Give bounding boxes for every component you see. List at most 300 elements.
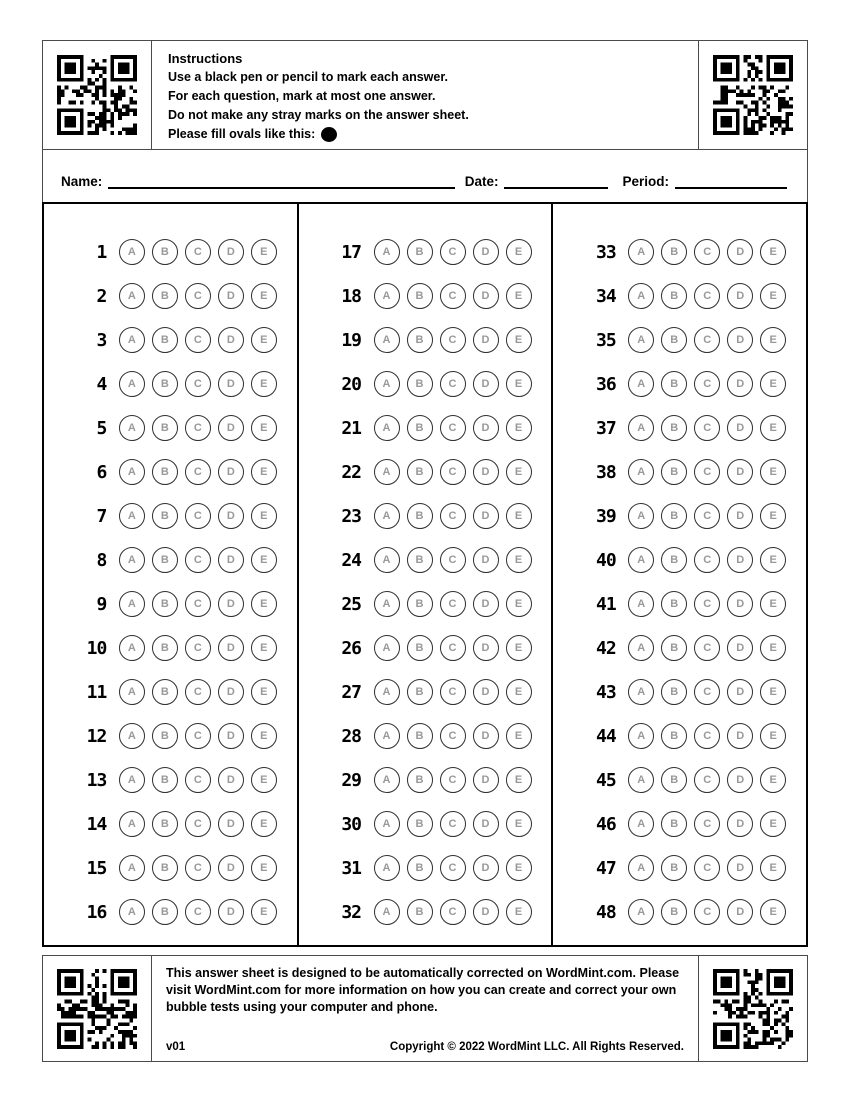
question-row xyxy=(553,758,806,802)
bubble-q23-a[interactable] xyxy=(374,503,400,529)
bubble-q47-c[interactable] xyxy=(694,855,720,881)
bubble-letter: C xyxy=(703,641,712,654)
bubble-q34-b[interactable] xyxy=(661,283,687,309)
bubble-q47-d[interactable] xyxy=(727,855,753,881)
bubble-q2-d[interactable] xyxy=(218,283,244,309)
bubble-q15-b[interactable] xyxy=(152,855,178,881)
bubble-q15-c[interactable] xyxy=(185,855,211,881)
bubble-q18-d[interactable] xyxy=(473,283,499,309)
bubble-q38-e[interactable] xyxy=(760,459,786,485)
bubble-q1-e[interactable] xyxy=(251,239,277,265)
bubble-q34-a[interactable] xyxy=(628,283,654,309)
bubble-q35-b[interactable] xyxy=(661,327,687,353)
version-label: v01 xyxy=(166,1041,186,1053)
bubble-q38-c[interactable] xyxy=(694,459,720,485)
bubble-q26-c[interactable] xyxy=(440,635,466,661)
bubble-q35-c[interactable] xyxy=(694,327,720,353)
bubble-q26-a[interactable] xyxy=(374,635,400,661)
bubble-q34-e[interactable] xyxy=(760,283,786,309)
bubble-q48-b[interactable] xyxy=(661,899,687,925)
bubble-q4-d[interactable] xyxy=(218,371,244,397)
bubble-q36-e[interactable] xyxy=(760,371,786,397)
bubble-q20-c[interactable] xyxy=(440,371,466,397)
bubble-q38-a[interactable] xyxy=(628,459,654,485)
bubble-letter: E xyxy=(514,245,523,258)
bubble-q26-e[interactable] xyxy=(506,635,532,661)
bubble-letter: E xyxy=(260,729,268,742)
bubble-q33-c[interactable] xyxy=(694,239,720,265)
bubble-q28-d[interactable] xyxy=(473,723,499,749)
bubble-q17-b[interactable] xyxy=(407,239,433,265)
bubble-q20-b[interactable] xyxy=(407,371,433,397)
bubble-q13-a[interactable] xyxy=(119,767,145,793)
bubble-q45-b[interactable] xyxy=(661,767,687,793)
bubble-q3-e[interactable] xyxy=(251,327,277,353)
bubble-q29-b[interactable] xyxy=(407,767,433,793)
bubble-letter: E xyxy=(769,245,777,258)
bubble-q45-e[interactable] xyxy=(760,767,786,793)
question-number: 6 xyxy=(96,461,107,483)
bubble-q17-c[interactable] xyxy=(440,239,466,265)
bubble-q27-c[interactable] xyxy=(440,679,466,705)
question-row xyxy=(299,406,552,450)
bubble-q36-b[interactable] xyxy=(661,371,687,397)
bubble-q16-c[interactable] xyxy=(185,899,211,925)
bubble-letter: D xyxy=(481,289,490,302)
bubble-q46-d[interactable] xyxy=(727,811,753,837)
bubble-q23-d[interactable] xyxy=(473,503,499,529)
bubble-q35-e[interactable] xyxy=(760,327,786,353)
bubble-q41-e[interactable] xyxy=(760,591,786,617)
bubble-q12-b[interactable] xyxy=(152,723,178,749)
question-row xyxy=(44,230,297,274)
bubble-q2-a[interactable] xyxy=(119,283,145,309)
bubble-q6-a[interactable] xyxy=(119,459,145,485)
bubble-q18-c[interactable] xyxy=(440,283,466,309)
bubble-q42-e[interactable] xyxy=(760,635,786,661)
bubble-q31-c[interactable] xyxy=(440,855,466,881)
bubble-letter: E xyxy=(514,641,523,654)
bubble-letter: B xyxy=(415,465,424,478)
bubble-letter: C xyxy=(703,289,712,302)
bubble-letter: C xyxy=(703,553,712,566)
bubble-q30-a[interactable] xyxy=(374,811,400,837)
bubble-letter: C xyxy=(448,817,457,830)
bubble-q30-d[interactable] xyxy=(473,811,499,837)
bubble-q10-c[interactable] xyxy=(185,635,211,661)
bubble-q8-d[interactable] xyxy=(218,547,244,573)
bubble-q13-c[interactable] xyxy=(185,767,211,793)
bubble-q34-d[interactable] xyxy=(727,283,753,309)
bubble-q3-b[interactable] xyxy=(152,327,178,353)
bubble-q12-e[interactable] xyxy=(251,723,277,749)
bubble-q19-d[interactable] xyxy=(473,327,499,353)
bubble-q12-a[interactable] xyxy=(119,723,145,749)
bubble-q24-c[interactable] xyxy=(440,547,466,573)
bubble-q14-b[interactable] xyxy=(152,811,178,837)
bubble-q39-e[interactable] xyxy=(760,503,786,529)
bubble-q35-a[interactable] xyxy=(628,327,654,353)
name-input-line[interactable] xyxy=(108,184,454,189)
bubble-q27-e[interactable] xyxy=(506,679,532,705)
bubble-letter: A xyxy=(382,597,391,610)
bubble-q37-a[interactable] xyxy=(628,415,654,441)
bubble-q7-c[interactable] xyxy=(185,503,211,529)
bubble-letter: B xyxy=(670,421,679,434)
bubble-q12-d[interactable] xyxy=(218,723,244,749)
bubble-q2-e[interactable] xyxy=(251,283,277,309)
footer-bottom-row xyxy=(166,1041,684,1053)
bubble-q10-a[interactable] xyxy=(119,635,145,661)
bubble-q36-d[interactable] xyxy=(727,371,753,397)
bubble-q24-a[interactable] xyxy=(374,547,400,573)
bubble-q25-e[interactable] xyxy=(506,591,532,617)
bubble-q17-e[interactable] xyxy=(506,239,532,265)
bubble-q44-e[interactable] xyxy=(760,723,786,749)
bubble-q6-c[interactable] xyxy=(185,459,211,485)
bubble-q42-b[interactable] xyxy=(661,635,687,661)
bubble-q22-d[interactable] xyxy=(473,459,499,485)
bubble-q29-a[interactable] xyxy=(374,767,400,793)
bubble-letter: E xyxy=(769,597,777,610)
bubble-q25-c[interactable] xyxy=(440,591,466,617)
bubble-q28-a[interactable] xyxy=(374,723,400,749)
bubble-q19-a[interactable] xyxy=(374,327,400,353)
bubble-q28-c[interactable] xyxy=(440,723,466,749)
bubble-q32-b[interactable] xyxy=(407,899,433,925)
bubble-q38-b[interactable] xyxy=(661,459,687,485)
bubble-letter: A xyxy=(382,773,391,786)
bubble-q24-e[interactable] xyxy=(506,547,532,573)
bubble-q37-d[interactable] xyxy=(727,415,753,441)
bubble-q41-c[interactable] xyxy=(694,591,720,617)
bubble-q14-d[interactable] xyxy=(218,811,244,837)
bubble-q25-a[interactable] xyxy=(374,591,400,617)
bubble-q33-e[interactable] xyxy=(760,239,786,265)
bubble-q48-e[interactable] xyxy=(760,899,786,925)
bubble-q24-b[interactable] xyxy=(407,547,433,573)
bubble-letter: C xyxy=(193,685,202,698)
bubble-q18-e[interactable] xyxy=(506,283,532,309)
bubble-q4-b[interactable] xyxy=(152,371,178,397)
question-row xyxy=(299,802,552,846)
bubble-q15-e[interactable] xyxy=(251,855,277,881)
bubble-letter: E xyxy=(260,641,268,654)
bubble-letter: B xyxy=(160,641,169,654)
bubble-q40-e[interactable] xyxy=(760,547,786,573)
bubble-letter: D xyxy=(736,289,745,302)
question-row xyxy=(44,890,297,934)
bubble-q37-c[interactable] xyxy=(694,415,720,441)
bubble-q30-b[interactable] xyxy=(407,811,433,837)
bubble-q5-e[interactable] xyxy=(251,415,277,441)
bubble-q9-d[interactable] xyxy=(218,591,244,617)
bubble-q13-e[interactable] xyxy=(251,767,277,793)
bubble-q42-c[interactable] xyxy=(694,635,720,661)
bubble-q33-b[interactable] xyxy=(661,239,687,265)
bubble-q6-e[interactable] xyxy=(251,459,277,485)
bubble-q3-a[interactable] xyxy=(119,327,145,353)
bubble-q21-d[interactable] xyxy=(473,415,499,441)
bubble-q35-d[interactable] xyxy=(727,327,753,353)
instructions xyxy=(152,41,698,149)
bubble-q41-b[interactable] xyxy=(661,591,687,617)
bubble-q19-c[interactable] xyxy=(440,327,466,353)
bubble-q13-d[interactable] xyxy=(218,767,244,793)
question-number: 4 xyxy=(96,373,107,395)
bubble-q37-e[interactable] xyxy=(760,415,786,441)
footer-box xyxy=(42,955,808,1062)
footer-content xyxy=(152,956,698,1061)
bubble-q30-c[interactable] xyxy=(440,811,466,837)
bubble-q3-c[interactable] xyxy=(185,327,211,353)
bubble-q40-b[interactable] xyxy=(661,547,687,573)
bubble-letter: C xyxy=(703,817,712,830)
bubble-q19-b[interactable] xyxy=(407,327,433,353)
bubble-q31-d[interactable] xyxy=(473,855,499,881)
bubble-letter: A xyxy=(637,641,646,654)
bubble-q15-d[interactable] xyxy=(218,855,244,881)
question-number: 20 xyxy=(341,373,361,395)
bubble-q11-e[interactable] xyxy=(251,679,277,705)
bubble-q45-d[interactable] xyxy=(727,767,753,793)
bubble-q39-a[interactable] xyxy=(628,503,654,529)
bubble-q32-c[interactable] xyxy=(440,899,466,925)
bubble-q47-a[interactable] xyxy=(628,855,654,881)
question-number: 32 xyxy=(341,901,361,923)
bubble-q10-e[interactable] xyxy=(251,635,277,661)
bubble-q37-b[interactable] xyxy=(661,415,687,441)
bubble-q44-d[interactable] xyxy=(727,723,753,749)
bubble-q21-e[interactable] xyxy=(506,415,532,441)
bubble-q28-b[interactable] xyxy=(407,723,433,749)
bubble-q36-a[interactable] xyxy=(628,371,654,397)
bubble-q43-a[interactable] xyxy=(628,679,654,705)
bubble-q43-d[interactable] xyxy=(727,679,753,705)
bubble-q42-d[interactable] xyxy=(727,635,753,661)
bubble-q48-c[interactable] xyxy=(694,899,720,925)
bubble-q14-a[interactable] xyxy=(119,811,145,837)
question-row xyxy=(299,846,552,890)
bubble-q13-b[interactable] xyxy=(152,767,178,793)
bubble-q5-b[interactable] xyxy=(152,415,178,441)
bubble-q46-a[interactable] xyxy=(628,811,654,837)
bubble-q41-d[interactable] xyxy=(727,591,753,617)
bubble-q11-d[interactable] xyxy=(218,679,244,705)
bubble-letter: A xyxy=(382,421,391,434)
bubble-q17-a[interactable] xyxy=(374,239,400,265)
bubble-q9-a[interactable] xyxy=(119,591,145,617)
bubble-q47-b[interactable] xyxy=(661,855,687,881)
bubble-q2-b[interactable] xyxy=(152,283,178,309)
bubble-q26-d[interactable] xyxy=(473,635,499,661)
bubble-q6-d[interactable] xyxy=(218,459,244,485)
bubble-q1-b[interactable] xyxy=(152,239,178,265)
bubble-letter: B xyxy=(415,553,424,566)
bubble-q11-c[interactable] xyxy=(185,679,211,705)
bubble-q27-a[interactable] xyxy=(374,679,400,705)
bubble-q9-c[interactable] xyxy=(185,591,211,617)
bubble-q38-d[interactable] xyxy=(727,459,753,485)
bubble-q47-e[interactable] xyxy=(760,855,786,881)
bubble-q40-c[interactable] xyxy=(694,547,720,573)
bubble-q39-d[interactable] xyxy=(727,503,753,529)
bubble-q43-b[interactable] xyxy=(661,679,687,705)
bubble-q46-b[interactable] xyxy=(661,811,687,837)
bubble-q39-b[interactable] xyxy=(661,503,687,529)
bubble-q7-b[interactable] xyxy=(152,503,178,529)
bubble-q44-c[interactable] xyxy=(694,723,720,749)
bubble-q19-e[interactable] xyxy=(506,327,532,353)
bubble-q4-e[interactable] xyxy=(251,371,277,397)
bubble-q40-a[interactable] xyxy=(628,547,654,573)
bubble-q21-b[interactable] xyxy=(407,415,433,441)
bubble-q22-a[interactable] xyxy=(374,459,400,485)
bubble-q33-a[interactable] xyxy=(628,239,654,265)
bubble-letter: A xyxy=(127,333,136,346)
bubble-q11-b[interactable] xyxy=(152,679,178,705)
bubble-q23-c[interactable] xyxy=(440,503,466,529)
bubble-q29-c[interactable] xyxy=(440,767,466,793)
bubble-q14-e[interactable] xyxy=(251,811,277,837)
bubble-q8-a[interactable] xyxy=(119,547,145,573)
bubble-q34-c[interactable] xyxy=(694,283,720,309)
bubble-q5-c[interactable] xyxy=(185,415,211,441)
bubble-q12-c[interactable] xyxy=(185,723,211,749)
bubble-q1-c[interactable] xyxy=(185,239,211,265)
bubble-q48-a[interactable] xyxy=(628,899,654,925)
question-number: 17 xyxy=(341,241,361,263)
bubble-q24-d[interactable] xyxy=(473,547,499,573)
bubble-q22-b[interactable] xyxy=(407,459,433,485)
bubble-q16-d[interactable] xyxy=(218,899,244,925)
bubble-q8-b[interactable] xyxy=(152,547,178,573)
bubble-q45-c[interactable] xyxy=(694,767,720,793)
bubble-q39-c[interactable] xyxy=(694,503,720,529)
bubble-q22-c[interactable] xyxy=(440,459,466,485)
bubble-q1-d[interactable] xyxy=(218,239,244,265)
bubble-q3-d[interactable] xyxy=(218,327,244,353)
instruction-line: Use a black pen or pencil to mark each answer. xyxy=(168,70,448,84)
bubble-q42-a[interactable] xyxy=(628,635,654,661)
bubble-q20-d[interactable] xyxy=(473,371,499,397)
bubble-q48-d[interactable] xyxy=(727,899,753,925)
bubble-q8-c[interactable] xyxy=(185,547,211,573)
bubble-letter: D xyxy=(226,685,235,698)
bubble-q44-a[interactable] xyxy=(628,723,654,749)
bubble-q32-a[interactable] xyxy=(374,899,400,925)
bubble-q31-e[interactable] xyxy=(506,855,532,881)
bubble-letter: B xyxy=(670,641,679,654)
bubble-letter: D xyxy=(226,729,235,742)
question-number: 12 xyxy=(86,725,107,747)
bubble-q18-a[interactable] xyxy=(374,283,400,309)
bubble-q5-a[interactable] xyxy=(119,415,145,441)
bubble-q32-d[interactable] xyxy=(473,899,499,925)
bubble-letter: C xyxy=(193,465,202,478)
bubble-q18-b[interactable] xyxy=(407,283,433,309)
bubble-q16-e[interactable] xyxy=(251,899,277,925)
bubble-letter: C xyxy=(193,509,202,522)
bubble-q32-e[interactable] xyxy=(506,899,532,925)
bubble-q7-d[interactable] xyxy=(218,503,244,529)
bubble-q14-c[interactable] xyxy=(185,811,211,837)
bubble-q43-e[interactable] xyxy=(760,679,786,705)
bubble-q7-e[interactable] xyxy=(251,503,277,529)
bubble-q22-e[interactable] xyxy=(506,459,532,485)
name-label: Name: xyxy=(61,174,103,189)
bubble-q33-d[interactable] xyxy=(727,239,753,265)
bubble-q9-e[interactable] xyxy=(251,591,277,617)
bubble-letter: B xyxy=(670,773,679,786)
bubble-q10-d[interactable] xyxy=(218,635,244,661)
bubble-q29-d[interactable] xyxy=(473,767,499,793)
bubble-q20-e[interactable] xyxy=(506,371,532,397)
bubble-q30-e[interactable] xyxy=(506,811,532,837)
bubble-q36-c[interactable] xyxy=(694,371,720,397)
bubble-q11-a[interactable] xyxy=(119,679,145,705)
date-input-line[interactable] xyxy=(504,184,608,189)
bubble-q9-b[interactable] xyxy=(152,591,178,617)
bubble-q15-a[interactable] xyxy=(119,855,145,881)
period-input-line[interactable] xyxy=(675,184,787,189)
bubble-q45-a[interactable] xyxy=(628,767,654,793)
bubble-q23-b[interactable] xyxy=(407,503,433,529)
bubble-q7-a[interactable] xyxy=(119,503,145,529)
bubble-q31-b[interactable] xyxy=(407,855,433,881)
bubble-letter: D xyxy=(736,773,745,786)
bubble-letter: C xyxy=(448,905,457,918)
bubble-q43-c[interactable] xyxy=(694,679,720,705)
bubble-q20-a[interactable] xyxy=(374,371,400,397)
bubble-q25-b[interactable] xyxy=(407,591,433,617)
bubble-q46-c[interactable] xyxy=(694,811,720,837)
bubble-q6-b[interactable] xyxy=(152,459,178,485)
bubble-q27-b[interactable] xyxy=(407,679,433,705)
bubble-q46-e[interactable] xyxy=(760,811,786,837)
bubble-q23-e[interactable] xyxy=(506,503,532,529)
bubble-q21-c[interactable] xyxy=(440,415,466,441)
bubble-q5-d[interactable] xyxy=(218,415,244,441)
bubble-q17-d[interactable] xyxy=(473,239,499,265)
bubble-q2-c[interactable] xyxy=(185,283,211,309)
bubble-q16-b[interactable] xyxy=(152,899,178,925)
bubble-q8-e[interactable] xyxy=(251,547,277,573)
bubble-q44-b[interactable] xyxy=(661,723,687,749)
bubble-q25-d[interactable] xyxy=(473,591,499,617)
bubble-q4-a[interactable] xyxy=(119,371,145,397)
bubble-letter: C xyxy=(448,685,457,698)
header-box xyxy=(42,40,808,150)
bubble-q27-d[interactable] xyxy=(473,679,499,705)
fill-example-line xyxy=(168,125,682,144)
bubble-q28-e[interactable] xyxy=(506,723,532,749)
bubble-q1-a[interactable] xyxy=(119,239,145,265)
question-number: 45 xyxy=(595,769,616,791)
bubble-q10-b[interactable] xyxy=(152,635,178,661)
bubble-q4-c[interactable] xyxy=(185,371,211,397)
bubble-letter: C xyxy=(703,509,712,522)
bubble-q41-a[interactable] xyxy=(628,591,654,617)
bubble-q16-a[interactable] xyxy=(119,899,145,925)
question-row xyxy=(553,318,806,362)
bubble-q29-e[interactable] xyxy=(506,767,532,793)
bubble-q26-b[interactable] xyxy=(407,635,433,661)
bubble-q21-a[interactable] xyxy=(374,415,400,441)
bubble-letter: B xyxy=(160,685,169,698)
bubble-q31-a[interactable] xyxy=(374,855,400,881)
bubble-q40-d[interactable] xyxy=(727,547,753,573)
